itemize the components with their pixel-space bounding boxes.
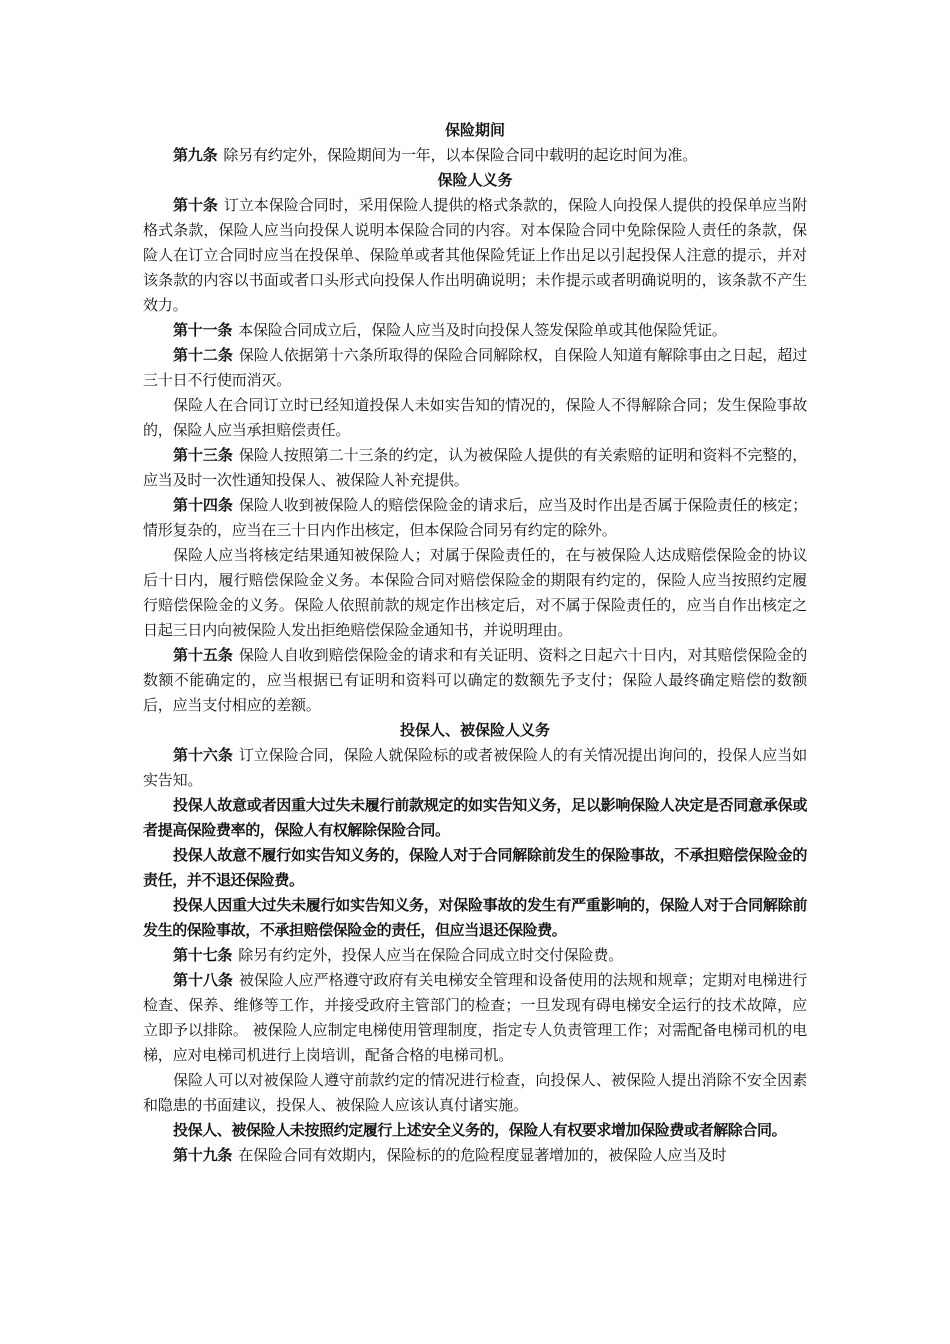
article-19 [143, 1143, 807, 1168]
article-17 [143, 943, 807, 968]
article-16-bold-clause-2: 投保人故意不履行如实告知义务的，保险人对于合同解除前发生的保险事故，不承担赔偿保险金的责任，并不退还保险费。 [143, 846, 807, 889]
article-10 [143, 193, 807, 318]
article-12-paragraph-2: 保险人在合同订立时已经知道投保人未如实告知的情况的，保险人不得解除合同；发生保险事故的，保险人应当承担赔偿责任。 [143, 396, 807, 439]
article-label: 第十九条 [173, 1146, 233, 1164]
article-label: 第十六条 [173, 746, 233, 764]
article-15 [143, 643, 807, 718]
article-label: 第十二条 [173, 346, 233, 364]
article-text: 保险人自收到赔偿保险金的请求和有关证明、资料之日起六十日内，对其赔偿保险金的数额不能确定的，应当根据已有证明和资料可以确定的数额先予支付；保险人最终确定赔偿的数额后，应当支付相应的差额。 [143, 646, 807, 714]
article-11 [143, 318, 807, 343]
article-12 [143, 343, 807, 393]
article-label: 第十八条 [173, 971, 233, 989]
document-page [143, 118, 807, 1168]
article-text: 保险人收到被保险人的赔偿保险金的请求后，应当及时作出是否属于保险责任的核定；情形复杂的，应当在三十日内作出核定，但本保险合同另有约定的除外。 [143, 496, 807, 539]
article-18 [143, 968, 807, 1068]
article-label: 第十三条 [173, 446, 233, 464]
article-text: 除另有约定外，保险期间为一年，以本保险合同中载明的起讫时间为准。 [223, 146, 698, 164]
article-label: 第九条 [173, 146, 218, 164]
article-16 [143, 743, 807, 793]
article-label: 第十四条 [173, 496, 233, 514]
article-16-bold-clause-3: 投保人因重大过失未履行如实告知义务，对保险事故的发生有严重影响的，保险人对于合同解除前发生的保险事故，不承担赔偿保险金的责任，但应当退还保险费。 [143, 896, 807, 939]
article-label: 第十一条 [173, 321, 233, 339]
article-text: 订立本保险合同时，采用保险人提供的格式条款的，保险人向投保人提供的投保单应当附格式条款，保险人应当向投保人说明本保险合同的内容。对本保险合同中免除保险人责任的条款，保险人在订立合同时应当在投保单、保险单或者其他保险凭证上作出足以引起投保人注意的提示，并对该条款的内容以书面或者口头形式向投保人作出明确说明；未作提示或者明确说明的，该条款不产生效力。 [143, 196, 807, 314]
section-heading-policyholder-duties: 投保人、被保险人义务 [399, 721, 550, 739]
section-heading-period: 保险期间 [444, 121, 505, 139]
article-18-bold-clause: 投保人、被保险人未按照约定履行上述安全义务的，保险人有权要求增加保险费或者解除合同。 [173, 1121, 787, 1139]
article-label: 第十七条 [173, 946, 233, 964]
article-14-paragraph-2: 保险人应当将核定结果通知被保险人；对属于保险责任的，在与被保险人达成赔偿保险金的协议后十日内，履行赔偿保险金义务。本保险合同对赔偿保险金的期限有约定的，保险人应当按照约定履行赔偿保险金的义务。保险人依照前款的规定作出核定后，对不属于保险责任的，应当自作出核定之日起三日内向被保险人发出拒绝赔偿保险金通知书，并说明理由。 [143, 546, 807, 639]
article-text: 在保险合同有效期内，保险标的的危险程度显著增加的，被保险人应当及时 [238, 1146, 727, 1164]
article-14 [143, 493, 807, 543]
article-13 [143, 443, 807, 493]
article-text: 保险人按照第二十三条的约定，认为被保险人提供的有关索赔的证明和资料不完整的，应当及时一次性通知投保人、被保险人补充提供。 [143, 446, 807, 489]
article-18-paragraph-2: 保险人可以对被保险人遵守前款约定的情况进行检查，向投保人、被保险人提出消除不安全因素和隐患的书面建议，投保人、被保险人应该认真付诸实施。 [143, 1071, 807, 1114]
section-heading-insurer-duties: 保险人义务 [437, 171, 513, 189]
article-9 [143, 143, 807, 168]
article-text: 除另有约定外，投保人应当在保险合同成立时交付保险费。 [238, 946, 624, 964]
article-text: 本保险合同成立后，保险人应当及时向投保人签发保险单或其他保险凭证。 [238, 321, 727, 339]
article-text: 保险人依据第十六条所取得的保险合同解除权，自保险人知道有解除事由之日起，超过三十日不行使而消灭。 [143, 346, 807, 389]
article-label: 第十条 [173, 196, 218, 214]
article-16-bold-clause-1: 投保人故意或者因重大过失未履行前款规定的如实告知义务，足以影响保险人决定是否同意承保或者提高保险费率的，保险人有权解除保险合同。 [143, 796, 807, 839]
article-label: 第十五条 [173, 646, 233, 664]
article-text: 订立保险合同，保险人就保险标的或者被保险人的有关情况提出询问的，投保人应当如实告知。 [143, 746, 807, 789]
article-text: 被保险人应严格遵守政府有关电梯安全管理和设备使用的法规和规章；定期对电梯进行检查、保养、维修等工作，并接受政府主管部门的检查；一旦发现有碍电梯安全运行的技术故障，应立即予以排除。 被保险人应制定电梯使用管理制度，指定专人负责管理工作；对需配备电梯司机的电梯，应对电梯司机进行上岗培训，配备合格的电梯司机。 [143, 971, 807, 1064]
